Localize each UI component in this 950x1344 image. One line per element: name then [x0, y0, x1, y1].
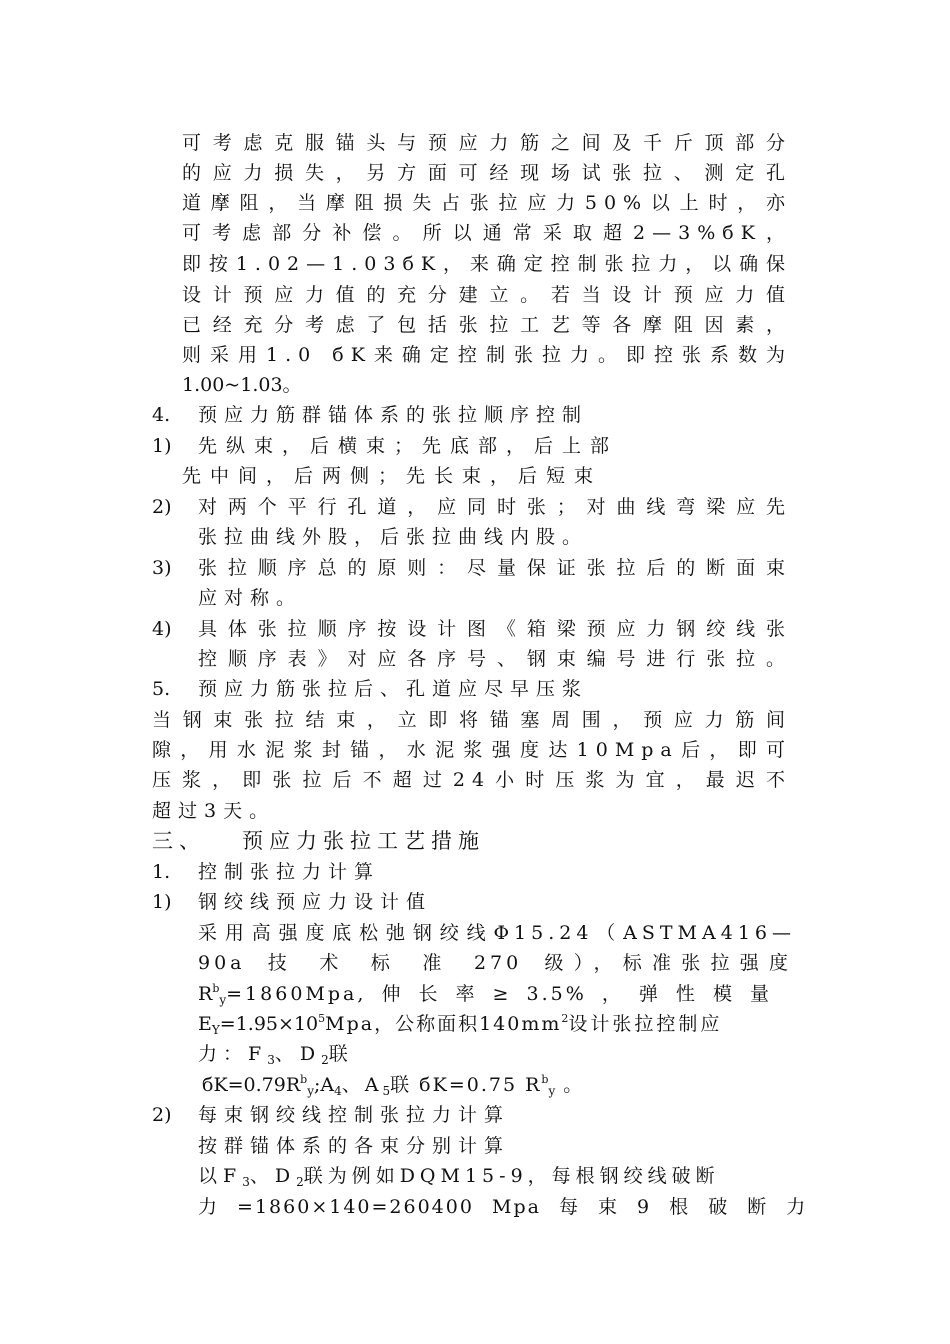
- list-number: 1): [152, 435, 172, 457]
- list-item-line: 控顺序表》对应各序号、钢束编号进行张拉。: [198, 648, 792, 670]
- body-line: 90a 技 术 标 准 270 级），标准张拉强度: [198, 952, 792, 974]
- paragraph-line: 则采用1.0 бK来确定控制张拉力。即控张系数为: [182, 344, 792, 366]
- paragraph-line: 道摩阻，当摩阻损失占张拉应力50%以上时，亦: [182, 192, 792, 214]
- body-line: $E_Y=1.95\times 10^5Mpa$，公称面积$140mm^2$设计张拉控制应: [198, 1012, 723, 1037]
- list-number: 4): [152, 618, 172, 640]
- body-line: 力 =1860×140=260400 Mpa 每 束 9 根 破 断 力: [198, 1196, 808, 1218]
- paragraph-line: 超过3天。: [152, 800, 276, 822]
- paragraph-line: 可考虑克服锚头与预应力筋之间及千斤顶部分: [182, 132, 792, 154]
- paragraph-line: 的应力损失，另方面可经现场试张拉、测定孔: [182, 162, 792, 184]
- section-number: 4.: [152, 404, 171, 426]
- body-line: 按群锚体系的各束分别计算: [198, 1135, 511, 1157]
- list-item-line: 先纵束，后横束；先底部，后上部: [198, 435, 619, 457]
- list-number: 3): [152, 557, 172, 579]
- body-line: $R^b_y=1860Mpa$, 伸 长 率 ≥ 3.5% ， 弹 性 模 量: [198, 982, 772, 1007]
- list-item-line: 应对称。: [198, 587, 303, 609]
- list-item-line: 张拉曲线外股，后张拉曲线内股。: [198, 526, 589, 548]
- body-line: 以$F_3$、$D_2$联为例如DQM15-9，每根钢绞线破断: [198, 1165, 720, 1189]
- list-number: 1): [152, 891, 172, 913]
- body-line: 力：$F_3$、$D_2$联: [198, 1043, 354, 1067]
- section-number: 1.: [152, 861, 171, 883]
- paragraph-line: 压浆，即张拉后不超过24小时压浆为宜，最迟不: [152, 769, 792, 791]
- paragraph-line: 即按1.02—1.03бK，来确定控制张拉力，以确保: [182, 253, 792, 275]
- section-title: 预应力筋群锚体系的张拉顺序控制: [198, 404, 589, 426]
- chapter-title: 预应力张拉工艺措施: [242, 829, 485, 853]
- body-line: $бK=0.79R^b_y;A_4$、$A_5$联 бK=0.75 $R^b_y$ 。: [202, 1073, 583, 1098]
- paragraph-line: 已经充分考虑了包括张拉工艺等各摩阻因素，: [182, 314, 792, 336]
- section-title: 预应力筋张拉后、孔道应尽早压浆: [198, 678, 589, 700]
- chapter-number: 三、: [152, 829, 206, 853]
- paragraph-line: 隙，用水泥浆封锚，水泥浆强度达10Mpa后，即可: [152, 739, 792, 761]
- section-title: 控制张拉力计算: [198, 861, 381, 883]
- paragraph-line: 当钢束张拉结束，立即将锚塞周围，预应力筋间: [152, 709, 792, 731]
- body-line: 采用高强度底松弛钢绞线Φ15.24（ASTMA416—: [198, 922, 796, 944]
- list-number: 2): [152, 496, 172, 518]
- list-item-line: 具体张拉顺序按设计图《箱梁预应力钢绞线张: [198, 618, 792, 640]
- section-number: 5.: [152, 678, 171, 700]
- list-item-title: 钢绞线预应力设计值: [198, 891, 433, 913]
- paragraph-line: 设计预应力值的充分建立。若当设计预应力值: [182, 284, 792, 306]
- list-item-line: 张拉顺序总的原则：尽量保证张拉后的断面束: [198, 557, 792, 579]
- list-item-line: 先中间，后两侧；先长束，后短束: [182, 465, 603, 487]
- paragraph-line: 1.00~1.03。: [182, 374, 302, 396]
- list-item-line: 对两个平行孔道，应同时张；对曲线弯梁应先: [198, 496, 792, 518]
- paragraph-line: 可考虑部分补偿。所以通常采取超2—3%бK，: [182, 222, 792, 244]
- list-number: 2): [152, 1104, 172, 1126]
- list-item-title: 每束钢绞线控制张拉力计算: [198, 1104, 511, 1126]
